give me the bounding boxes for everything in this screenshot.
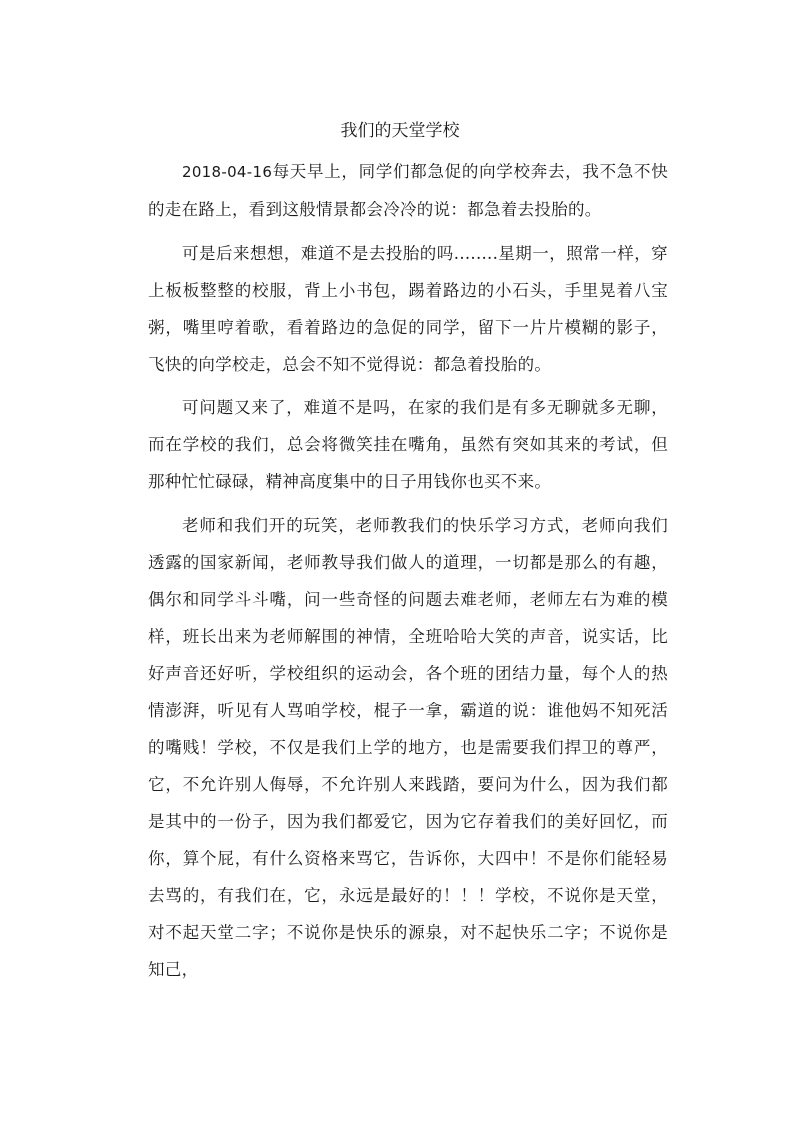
paragraph-text: 每天早上，同学们都急促的向学校奔去，我不急不快的走在路上，看到这般情景都会冷冷的说：都急着去投胎的。 (148, 162, 668, 219)
document-body (148, 153, 668, 994)
paragraph-4: 老师和我们开的玩笑，老师教我们的快乐学习方式，老师向我们透露的国家新闻，老师教导我们做人的道理，一切都是那么的有趣，偶尔和同学斗斗嘴，问一些奇怪的问题去难老师，老师左右为难的模样，班长出来为老师解围的神情，全班哈哈大笑的声音，说实话，比好声音还好听，学校组织的运动会，各个班的团结力量，每个人的热情澎湃，听见有人骂咱学校，棍子一拿，霸道的说：谁他妈不知死活的嘴贱！学校，不仅是我们上学的地方，也是需要我们捍卫的尊严，它，不允许别人侮辱，不允许别人来践踏，要问为什么，因为我们都是其中的一份子，因为我们都爱它，因为它存着我们的美好回忆，而你，算个屁，有什么资格来骂它，告诉你，大四中！不是你们能轻易去骂的，有我们在，它，永远是最好的！！！学校，不说你是天堂，对不起天堂二字；不说你是快乐的源泉，对不起快乐二字；不说你是知己， (148, 515, 668, 979)
date-stamp: 2018-04-16 (182, 163, 273, 181)
document-title: 我们的天堂学校 (340, 121, 460, 141)
paragraph-1 (148, 153, 668, 228)
paragraph-3: 可问题又来了，难道不是吗，在家的我们是有多无聊就多无聊，而在学校的我们，总会将微笑挂在嘴角，虽然有突如其来的考试，但那种忙忙碌碌，精神高度集中的日子用钱你也买不来。 (148, 398, 668, 491)
paragraph-2: 可是后来想想，难道不是去投胎的吗........星期一，照常一样，穿上板板整整的校服，背上小书包，踢着路边的小石头，手里晃着八宝粥，嘴里哼着歌，看着路边的急促的同学，留下一片片模糊的影子，飞快的向学校走，总会不知不觉得说：都急着投胎的。 (148, 243, 668, 374)
